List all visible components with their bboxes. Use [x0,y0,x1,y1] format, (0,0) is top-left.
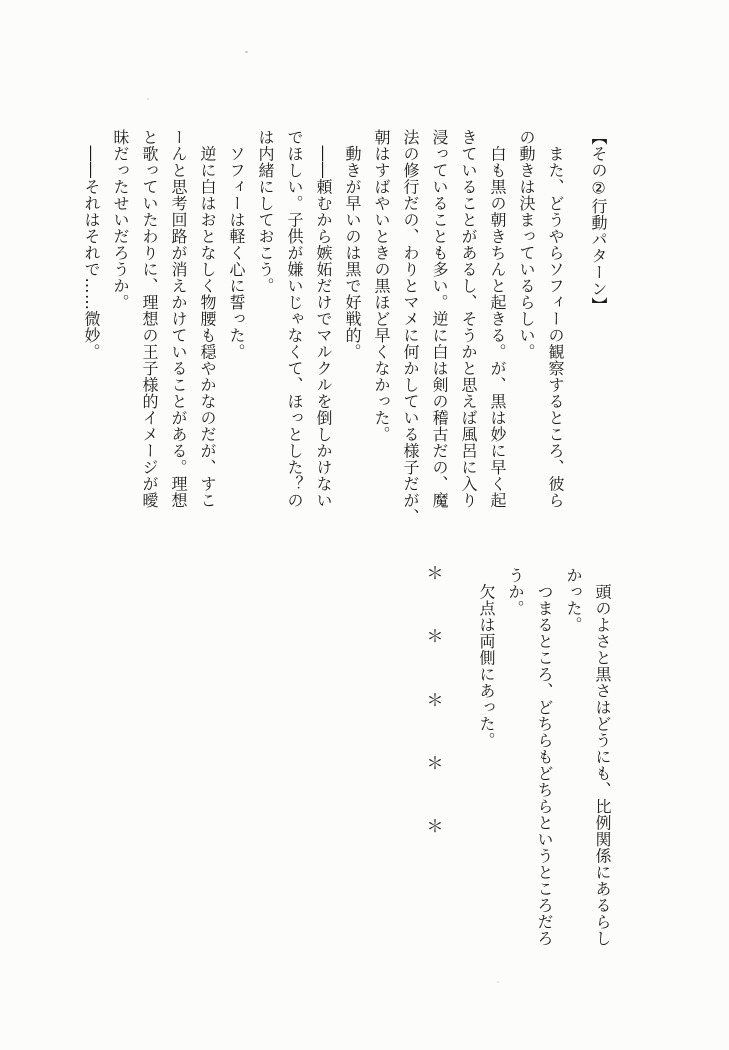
text-column: は内緒にしておこう。 [256,129,275,294]
text-column: 法の修行だの、わりとマメに何かしている様子だが、 [401,129,420,525]
text-column: つまるところ、どちらもどちらというところだろ [535,567,554,947]
section-upper [77,129,613,524]
text-column: ――頼むから嫉妬だけでマルクルを倒しかけない [314,129,333,509]
text-column: 浸っていることも多い。逆に白は剣の稽古だの、魔 [430,129,449,509]
scan-speck [497,981,499,983]
text-column: 朝はすばやいときの黒ほど早くなかった。 [372,129,391,443]
text-column: 欠点は両側にあった。 [477,567,496,749]
text-column: うか。 [506,567,525,617]
text-column: 白も黒の朝きちんと起きる。が、黒は妙に早く起 [488,129,507,509]
asterisk-glyph: ＊ [426,753,444,774]
text-column: 頭のよさと黒さはどうにも、比例関係にあるらし [593,567,612,947]
text-column: ――それはそれで……微妙。 [82,129,101,360]
asterisk-glyph: ＊ [426,627,444,648]
text-column: と歌っていたわりに、理想の王子様的イメージが曖 [140,129,159,509]
section-lower [472,567,617,962]
text-column: ソフィーは軽く心に誓った。 [227,129,246,360]
text-column: かった。 [564,567,583,633]
asterisk-glyph: ＊ [426,564,444,584]
text-column: 逆に白はおとなしく物腰も穏やかなのだが、すこ [198,129,217,509]
text-column: の動きは決まっているらしい。 [517,129,536,360]
text-column: でほしい。子供が嫌いじゃなくて、ほっとした？の [285,129,304,509]
scan-speck [147,98,149,100]
text-column: ーんと思考回路が消えかけていることがある。理想 [169,129,188,509]
text-column: きていることがあるし、そうかと思えば風呂に入り [459,129,478,509]
text-column: 昧だったせいだろうか。 [111,129,130,311]
section-divider [422,566,448,836]
scan-speck [245,51,248,53]
text-column: また、どうやらソフィーの観察するところ、彼ら [546,129,565,509]
asterisk-glyph: ＊ [426,817,444,837]
section-title: 【その②行動パターン】 [589,129,608,314]
asterisk-glyph: ＊ [426,690,444,711]
text-column: 動きが早いのは黒で好戦的。 [343,129,362,360]
